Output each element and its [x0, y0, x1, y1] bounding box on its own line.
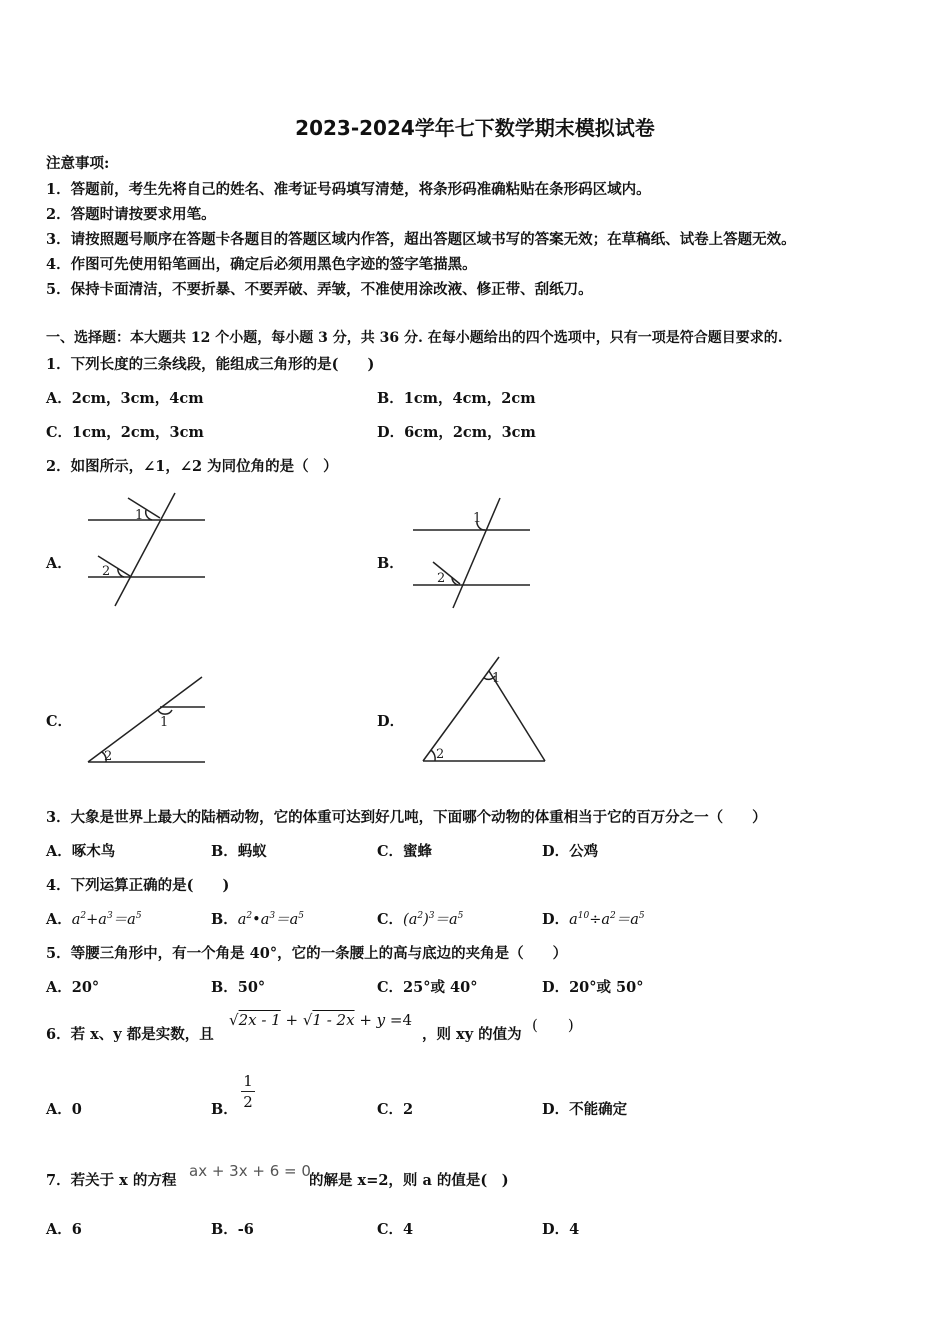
q4-a-formula: $a^2+a^3=a^5$ [71, 911, 142, 928]
q4-stem: 4．下列运算正确的是( ) [46, 877, 230, 894]
q4-option-a[interactable] [46, 908, 142, 929]
q2-figure-a [80, 488, 220, 613]
q1-stem: 1．下列长度的三条线段，能组成三角形的是( ) [46, 356, 375, 373]
q4-b-label: B． [211, 911, 238, 928]
q7-option-b[interactable]: B．-6 [211, 1221, 254, 1238]
q6-formula: √2x - 1 + √1 - 2x + y =4 [229, 1011, 413, 1029]
q1-option-d[interactable]: D．6cm，2cm，3cm [377, 424, 536, 441]
q7-stem-pre: 7．若关于 x 的方程 [46, 1172, 177, 1189]
page-title: 2023-2024学年七下数学期末模拟试卷 [295, 116, 655, 140]
q6-option-d[interactable]: D．不能确定 [542, 1101, 628, 1118]
q6-option-c[interactable]: C．2 [377, 1101, 414, 1118]
q4-c-formula: $(a^2)^3=a^5$ [403, 911, 464, 928]
q5-option-d[interactable]: D．20°或 50° [542, 979, 644, 996]
q3-stem: 3．大象是世界上最大的陆栖动物，它的体重可达到好几吨，下面哪个动物的体重相当于它的百万分之一（ ） [46, 809, 767, 826]
q2b-angle-2-label: 2 [437, 571, 446, 586]
q4-option-d[interactable] [542, 908, 645, 929]
q1-option-b[interactable]: B．1cm，4cm，2cm [377, 390, 536, 407]
q5-option-b[interactable]: B．50° [211, 979, 266, 996]
q6-paren: ( ) [532, 1016, 574, 1034]
q2d-angle-2-label: 2 [436, 747, 445, 762]
q4-option-c[interactable] [377, 908, 463, 929]
notice-item-3: 3．请按照题号顺序在答题卡各题目的答题区域内作答，超出答题区域书写的答案无效；在草稿纸、试卷上答题无效。 [46, 231, 796, 248]
q7-option-c[interactable]: C．4 [377, 1221, 414, 1238]
q2-figure-c [80, 672, 220, 772]
q6-b-label: B． [211, 1101, 238, 1118]
q7-option-d[interactable]: D．4 [542, 1221, 580, 1238]
q6-b-fraction [241, 1071, 255, 1112]
notice-item-1: 1．答题前，考生先将自己的姓名、准考证号码填写清楚，将条形码准确粘贴在条形码区域内。 [46, 181, 651, 198]
q2c-angle-1-label: 1 [160, 715, 169, 730]
section-heading: 一、选择题：本大题共 12 个小题，每小题 3 分，共 36 分. 在每小题给出的四个选项中，只有一项是符合题目要求的. [46, 330, 783, 346]
q6-b-numerator: 1 [243, 1072, 253, 1090]
q3-option-a[interactable]: A．啄木鸟 [46, 843, 116, 860]
q4-option-b[interactable] [211, 908, 304, 929]
q2-option-d[interactable]: D． [377, 713, 405, 730]
notice-item-5: 5．保持卡面清洁，不要折暴、不要弄破、弄皱，不准使用涂改液、修正带、刮纸刀。 [46, 281, 593, 298]
q2-stem: 2．如图所示，∠1，∠2 为同位角的是（ ） [46, 458, 338, 475]
q1-option-a[interactable]: A．2cm，3cm，4cm [46, 390, 204, 407]
q7-option-a[interactable]: A．6 [46, 1221, 82, 1238]
q3-option-d[interactable]: D．公鸡 [542, 843, 599, 860]
q6-stem-post: ，则 xy 的值为 [422, 1026, 522, 1043]
q4-d-formula: $a^{10}\div a^2=a^5$ [569, 911, 645, 928]
q2-option-a[interactable]: A． [46, 555, 72, 572]
q3-option-c[interactable]: C．蜜蜂 [377, 843, 433, 860]
q7-stem-post: 的解是 x=2，则 a 的值是( ) [309, 1172, 509, 1189]
q5-option-c[interactable]: C．25°或 40° [377, 979, 478, 996]
q2c-angle-2-label: 2 [104, 749, 113, 764]
q3-option-b[interactable]: B．蚂蚁 [211, 843, 267, 860]
q6-option-a[interactable]: A．0 [46, 1101, 82, 1118]
q4-a-label: A． [46, 911, 72, 928]
notice-heading: 注意事项: [46, 155, 110, 172]
q2-option-b[interactable]: B． [377, 555, 404, 572]
q2-option-c[interactable]: C． [46, 713, 73, 730]
q4-b-formula: $a^2•a^3=a^5$ [237, 911, 304, 928]
q1-option-c[interactable]: C．1cm，2cm，3cm [46, 424, 204, 441]
q2-figure-b [405, 490, 545, 615]
q2a-angle-2-label: 2 [102, 564, 111, 579]
notice-item-2: 2．答题时请按要求用笔。 [46, 206, 216, 223]
q4-c-label: C． [377, 911, 404, 928]
q4-d-label: D． [542, 911, 570, 928]
q5-stem: 5．等腰三角形中，有一个角是 40°，它的一条腰上的高与底边的夹角是（ ） [46, 945, 568, 962]
q6-stem-pre: 6．若 x、y 都是实数，且 [46, 1026, 214, 1043]
q6-b-denominator: 2 [241, 1091, 255, 1112]
q2a-angle-1-label: 1 [135, 508, 144, 523]
q2d-angle-1-label: 1 [492, 671, 501, 686]
q2b-angle-1-label: 1 [473, 511, 482, 526]
q2-figure-d [415, 652, 555, 767]
q5-option-a[interactable]: A．20° [46, 979, 100, 996]
notice-item-4: 4．作图可先使用铅笔画出，确定后必须用黑色字迹的签字笔描黑。 [46, 256, 477, 273]
q6-option-b[interactable] [211, 1098, 238, 1119]
q7-formula: ax + 3x + 6 = 0 [189, 1162, 311, 1180]
